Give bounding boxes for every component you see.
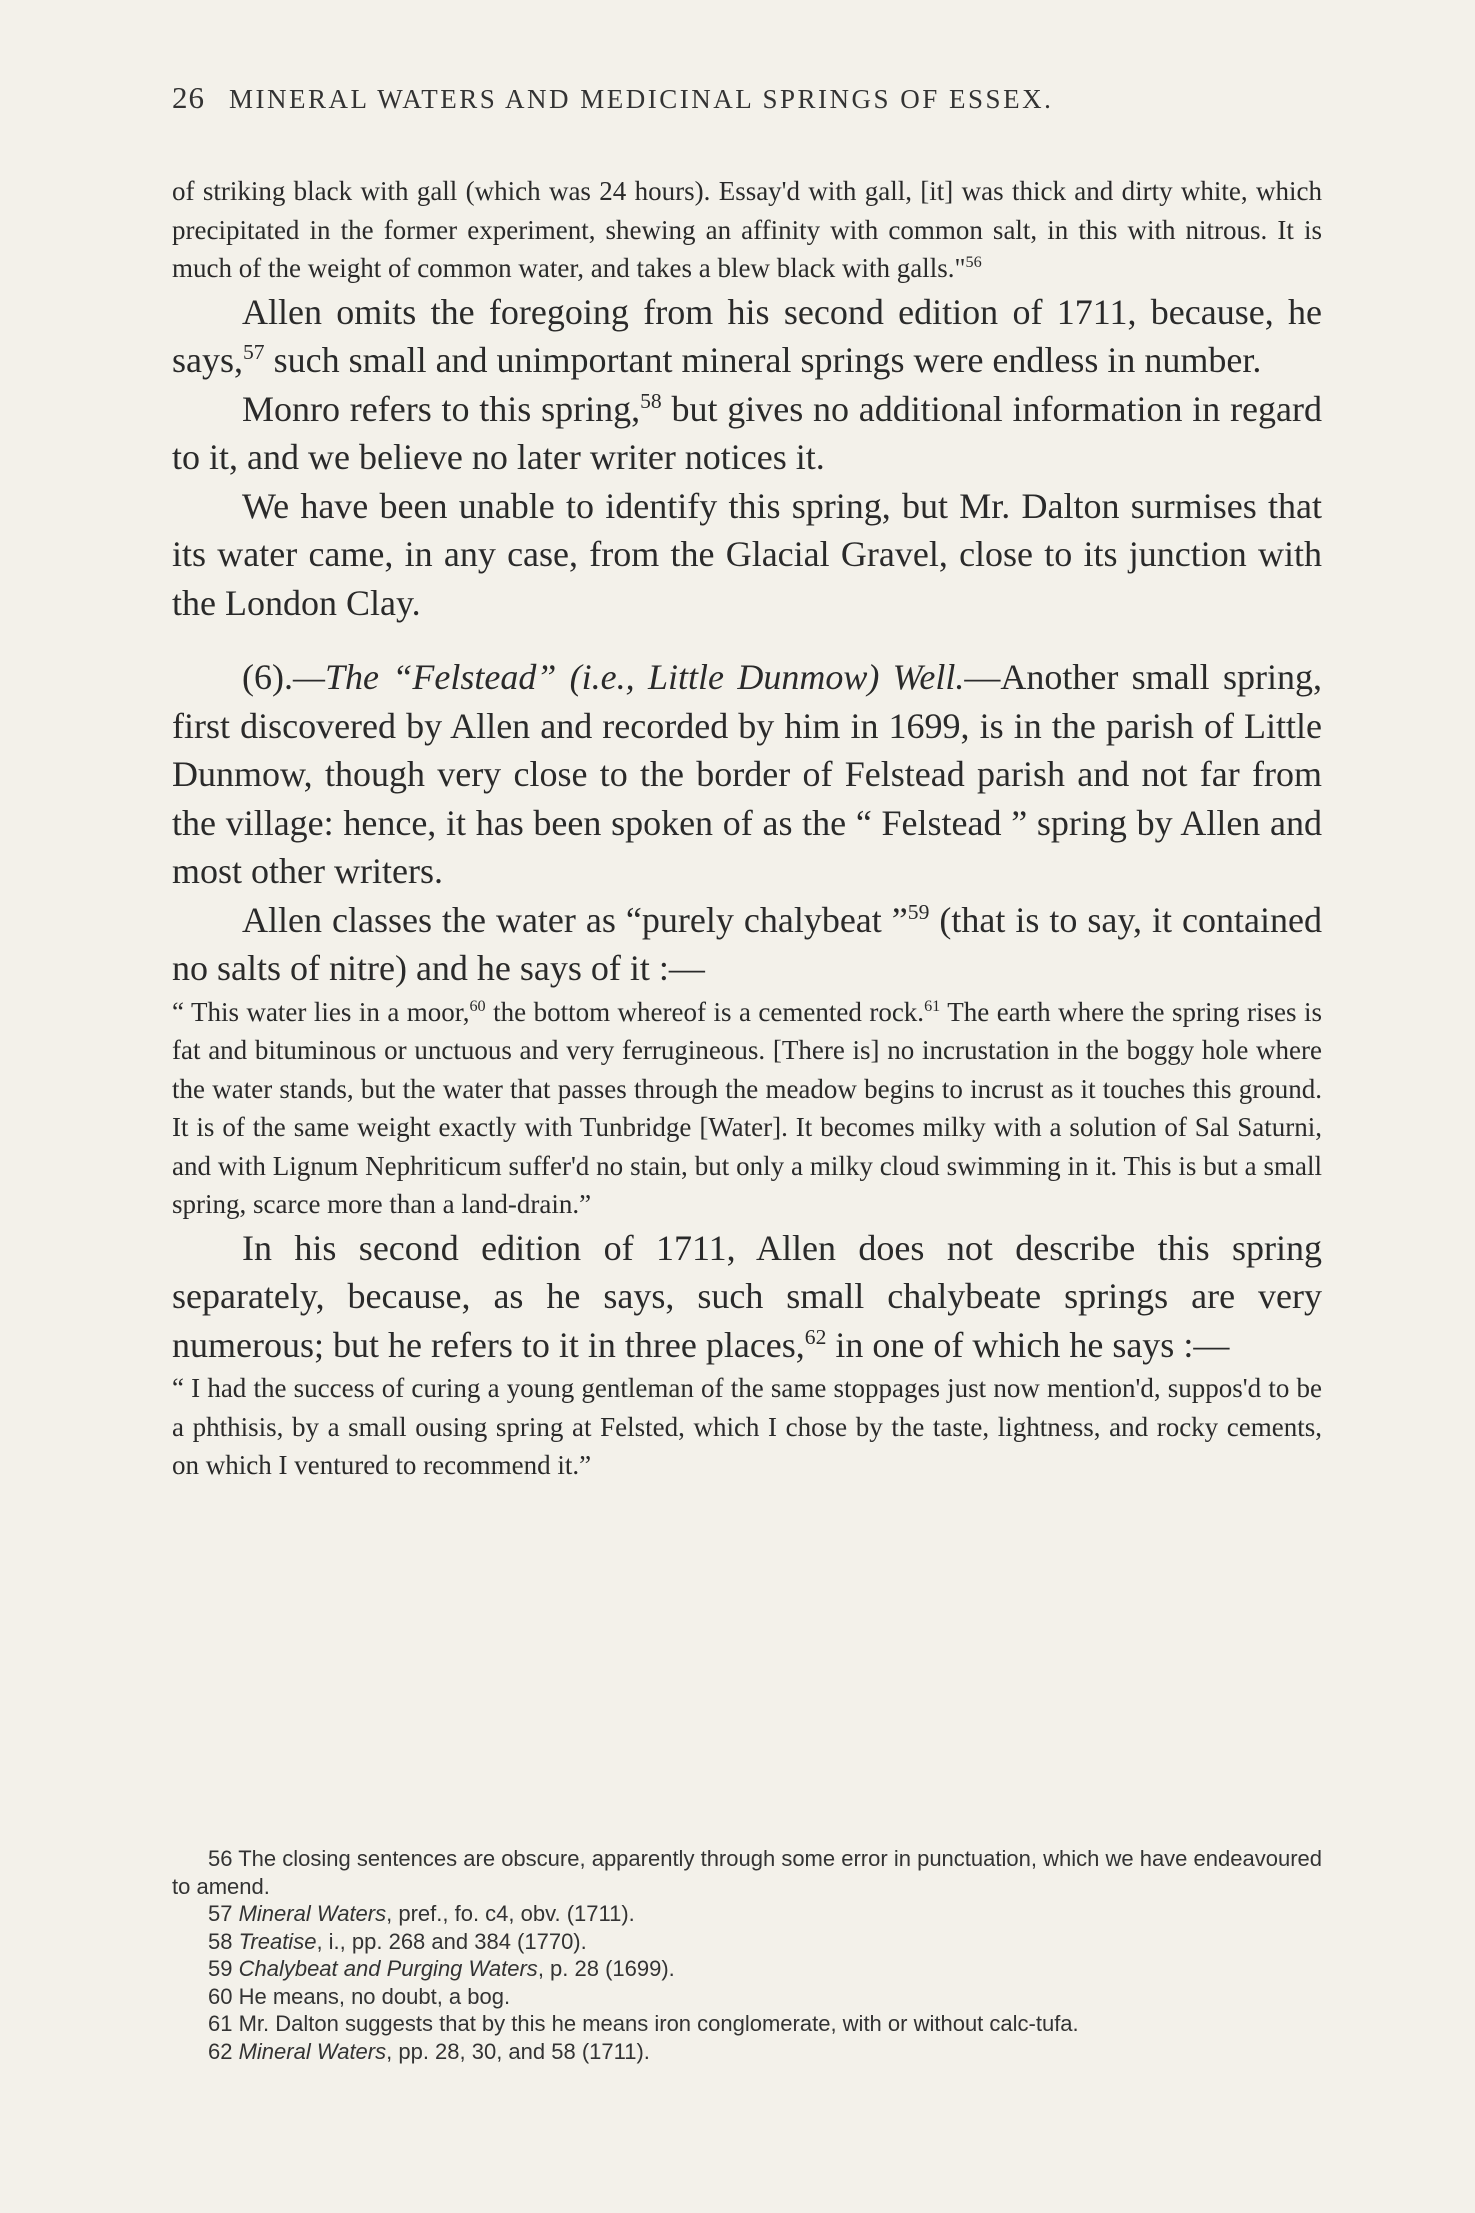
footnote-57: 57 Mineral Waters, pref., fo. c4, obv. (1711). [208,1901,635,1926]
footnote-ref: 56 [965,253,982,271]
footnote-ref: 57 [243,340,265,364]
section-number: (6). [242,657,293,697]
footnote-58: 58 Treatise, i., pp. 268 and 384 (1770). [208,1928,587,1954]
footnote-59: 59 Chalybeat and Purging Waters, p. 28 (1699). [208,1956,675,1981]
page-number: 26 [172,80,205,115]
quote-block-2: “ This water lies in a moor,$^{60}$ the bottom whereof is a cemented rock.$^{61}$ The earth where the spring rises is fat and bituminous or unctuous and very ferrugineous. [There is] no incrustation in the boggy hole where the water stands, but the water that passes through the meadow begins to incrust as it touches this ground. It is of the same weight exactly with Tunbridge [Water]. It becomes milky with a solution of Sal Saturni, and with Lignum Nephriticum suffer'd no stain, but only a milky cloud swimming in it. This is but a small spring, scarce more than a land-drain.” [172,996,1322,1219]
paragraph-second-edition: In his second edition of 1711, Allen does not describe this spring separately, because, as he says, such small chalybeate springs are very numerous; but he refers to it in three places,$^{62}$ in one of which he says :— [172,1227,1322,1365]
footnotes [172,1845,1322,2065]
footnote-ref: 62 [804,1324,827,1349]
quote-block-1: of striking black with gall (which was 24 hours). Essay'd with gall, [it] was thick and dirty white, which precipitated in the former experiment, shewing an affinity with common salt, in this with nitrous. It is much of the weight of common water, and takes a blew black with galls."$^{56}$ [172,176,1322,283]
main-text [172,172,1322,1485]
section-title: —The “Felstead” (i.e., Little Dunmow) Well. [292,657,965,697]
footnote-ref: 61 [924,996,941,1015]
paragraph-identify: We have been unable to identify this spring, but Mr. Dalton surmises that its water came, in any case, from the Glacial Gravel, close to its junction with the London Clay. [172,485,1322,623]
paragraph-felstead-well: (6).—The “Felstead” (i.e., Little Dunmow) Well.—Another small spring, first discovered by Allen and recorded by him in 1699, is in the parish of Little Dunmow, though very close to the border of Felstead parish and not far from the village: hence, it has been spoken of as the “ Felstead ” spring by Allen and most other writers. [172,657,1323,891]
footnote-ref: 60 [469,996,486,1015]
footnote-ref: 59 [907,899,930,924]
paragraph-chalybeat: Allen classes the water as “purely chalybeat ”$^{59}$ (that is to say, it contained no salts of nitre) and he says of it :— [172,899,1322,988]
paragraph-allen-omits: Allen omits the foregoing from his second edition of 1711, because, he says,$^{57}$ such small and unimportant mineral springs were endless in number. [172,291,1322,380]
running-header [172,80,1262,116]
quote-block-3: “ I had the success of curing a young gentleman of the same stoppages just now mention'd, suppos'd to be a phthisis, by a small ousing spring at Felsted, which I chose by the taste, lightness, and rocky cements, on which I ventured to recommend it.” [172,1373,1322,1480]
footnote-ref: 58 [640,388,662,413]
footnote-61: 61 Mr. Dalton suggests that by this he means iron conglomerate, with or without calc-tufa. [208,2011,1079,2036]
paragraph-monro: Monro refers to this spring,$^{58}$ but gives no additional information in regard to it, and we believe no later writer notices it. [172,388,1322,477]
footnote-60: 60 He means, no doubt, a bog. [208,1983,511,2009]
running-title: MINERAL WATERS AND MEDICINAL SPRINGS OF ESSEX. [229,84,1054,114]
footnote-62: 62 Mineral Waters, pp. 28, 30, and 58 (1711). [208,2038,650,2064]
footnote-56: 56 The closing sentences are obscure, apparently through some error in punctuation, which we have endeavoured to amend. [172,1846,1322,1899]
